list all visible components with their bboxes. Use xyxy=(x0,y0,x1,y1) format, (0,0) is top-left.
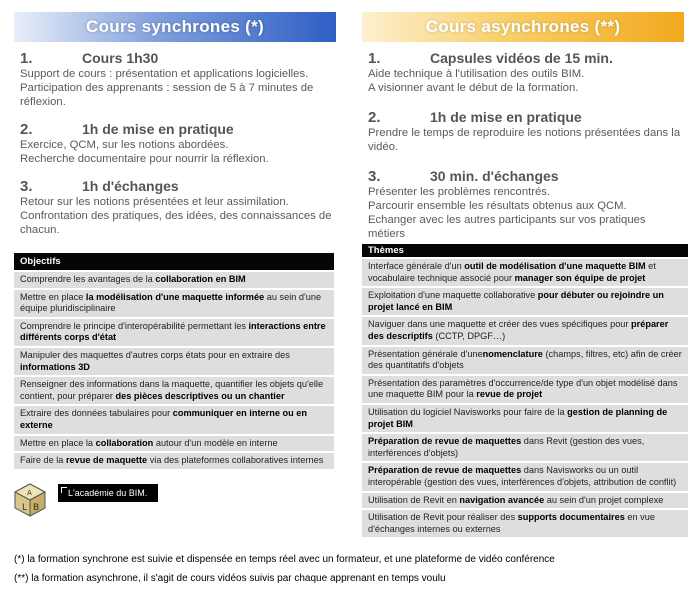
step-heading xyxy=(14,121,336,138)
step-heading xyxy=(362,109,684,126)
row-text: (champs, filtres, etc) afin de créer des quantitatifs d'objets xyxy=(368,348,682,371)
row-text: en vue d'échanges internes ou externes xyxy=(368,512,655,534)
objective-row xyxy=(14,377,334,404)
row-text-bold: pour débuter ou rejoindre un projet lancé en BIM xyxy=(368,290,664,312)
description-line: Confrontation des pratiques, des idées, des connaissances de xyxy=(20,210,332,222)
theme-row xyxy=(362,510,688,537)
step-title: 1h d'échanges xyxy=(82,178,179,194)
row-text: Exploitation d'une maquette collaborative xyxy=(368,290,538,301)
theme-row xyxy=(362,493,688,509)
asynchronous-column xyxy=(362,12,684,241)
step-heading xyxy=(362,168,684,185)
row-text: Comprendre les avantages de la xyxy=(20,274,156,284)
row-text: Utilisation du logiciel Navisworks pour faire de la xyxy=(368,406,568,417)
objective-row xyxy=(14,453,334,469)
svg-text:A: A xyxy=(27,489,32,497)
row-text-bold: revue de maquette xyxy=(65,455,148,466)
row-text: Utilisation de Revit pour réaliser des xyxy=(368,512,518,523)
objective-row xyxy=(14,436,334,452)
theme-row xyxy=(362,317,688,344)
footnote-sync: (*) la formation synchrone est suivie et dispensée en temps réel avec un formateur, et une plateforme de vidéo conférence xyxy=(14,554,555,565)
step-description xyxy=(362,185,684,241)
corner-bracket-icon xyxy=(61,487,67,493)
step xyxy=(362,109,684,154)
theme-row xyxy=(362,288,688,315)
brand-name: L'académie du BIM. xyxy=(68,488,148,498)
row-text: Présentation générale d'une xyxy=(368,348,483,359)
step-description xyxy=(362,126,684,154)
description-line: Support de cours : présentation et applications logicielles. xyxy=(20,68,309,80)
step-description xyxy=(362,67,684,95)
row-text: Mettre en place xyxy=(20,291,86,302)
row-text-bold: collaboration en BIM xyxy=(155,274,246,284)
row-text-bold: la modélisation d'une maquette informée xyxy=(85,291,265,302)
academie-brand-badge xyxy=(58,484,158,502)
themes-table xyxy=(362,244,688,537)
step xyxy=(14,121,336,166)
objective-row xyxy=(14,272,334,288)
description-line: métiers xyxy=(368,228,406,240)
sync-steps xyxy=(14,50,336,237)
row-text-bold: collaboration xyxy=(95,437,154,448)
theme-row xyxy=(362,347,688,374)
step-description xyxy=(14,138,336,166)
row-text-bold: nomenclature xyxy=(482,348,543,359)
themes-header: Thèmes xyxy=(362,244,688,257)
step-title: Capsules vidéos de 15 min. xyxy=(430,50,613,66)
step-title: 30 min. d'échanges xyxy=(430,168,559,184)
theme-row xyxy=(362,434,688,461)
row-text-bold: outil de modélisation d'une maquette BIM xyxy=(464,261,646,271)
step-number: 2. xyxy=(368,109,381,126)
step xyxy=(14,178,336,237)
row-text: Interface générale d'un xyxy=(368,261,465,271)
objective-row xyxy=(14,348,334,375)
row-text-bold: communiquer en interne ou en externe xyxy=(20,408,307,430)
description-line: réflexion. xyxy=(20,96,66,108)
step-number: 3. xyxy=(368,168,381,185)
row-text-bold: supports documentaires xyxy=(517,512,625,523)
row-text: au sein d'une équipe pluridisciplinaire xyxy=(20,291,322,314)
description-line: Retour sur les notions présentées et leur assimilation. xyxy=(20,196,289,208)
row-text: Naviguer dans une maquette et créer des vues spécifiques pour xyxy=(368,319,632,330)
objective-row xyxy=(14,319,334,346)
row-text: autour d'un modèle en interne xyxy=(153,437,278,448)
description-line: Echanger avec les autres participants sur vos pratiques xyxy=(368,214,646,226)
step-number: 1. xyxy=(368,50,381,67)
synchronous-column xyxy=(14,12,336,237)
row-text-bold: Préparation de revue de maquettes xyxy=(368,436,522,447)
step-title: 1h de mise en pratique xyxy=(430,109,582,125)
step xyxy=(14,50,336,109)
step-title: 1h de mise en pratique xyxy=(82,121,234,137)
step-heading xyxy=(14,50,336,67)
step-heading xyxy=(14,178,336,195)
row-text-bold: revue de projet xyxy=(476,389,543,400)
description-line: Participation des apprenants : session de 5 à 7 minutes de xyxy=(20,82,314,94)
row-text: Utilisation de Revit en xyxy=(368,494,460,505)
step-number: 3. xyxy=(20,178,33,195)
theme-row xyxy=(362,259,688,286)
row-text: Manipuler des maquettes d'autres corps états pour en extraire des xyxy=(20,349,290,360)
description-line: Exercice, QCM, sur les notions abordées. xyxy=(20,139,229,151)
description-line: Parcourir ensemble les résultats obtenus aux QCM. xyxy=(368,200,627,212)
step-title: Cours 1h30 xyxy=(82,50,159,66)
row-text: via des plateformes collaboratives internes xyxy=(147,455,324,466)
row-text: et vocabulaire technique associé pour xyxy=(368,261,656,283)
description-line: Aide technique à l'utilisation des outils BIM. xyxy=(368,68,585,80)
row-text-bold: des pièces descriptives ou un chantier xyxy=(115,390,285,401)
sync-banner-title: Cours synchrones (*) xyxy=(14,12,336,42)
footnote-async: (**) la formation asynchrone, il s'agit de cours vidéos suivis par chaque apprenant en temps voulu xyxy=(14,573,446,584)
row-text: (CCTP, DPGF…) xyxy=(432,330,506,341)
objectives-table xyxy=(14,253,334,469)
objectives-header: Objectifs xyxy=(14,253,334,270)
description-line: Recherche documentaire pour nourrir la réflexion. xyxy=(20,153,269,165)
row-text: Extraire des données tabulaires pour xyxy=(20,408,173,419)
description-line: Prendre le temps de reproduire les notions présentées dans la xyxy=(368,127,681,139)
description-line: vidéo. xyxy=(368,141,399,153)
step xyxy=(362,50,684,95)
row-text: Faire de la xyxy=(20,455,66,466)
row-text: Comprendre le principe d'interopérabilité permettant les xyxy=(20,320,249,331)
step-description xyxy=(14,67,336,109)
row-text-bold: informations 3D xyxy=(20,361,90,372)
async-banner-title: Cours asynchrones (**) xyxy=(362,12,684,42)
row-text: dans Revit (gestion des vues, interférences d'objets) xyxy=(368,436,645,458)
description-line: chacun. xyxy=(20,224,60,236)
row-text: au sein d'un projet complexe xyxy=(544,494,664,505)
row-text: dans Navisworks ou un outil interopérable (gestion des vues, interférences d'objets, attribution de conflit) xyxy=(368,465,677,487)
objective-row xyxy=(14,290,334,317)
description-line: Présenter les problèmes rencontrés. xyxy=(368,186,551,198)
step-number: 1. xyxy=(20,50,33,67)
bim-cube-logo-icon xyxy=(14,483,46,517)
row-text: Mettre en place la xyxy=(20,437,96,448)
row-text: Présentation des paramètres d'occurrence/de type d'un objet modélisé dans une maquette BIM pour la xyxy=(368,377,678,400)
row-text: Renseigner des informations dans la maquette, quantifier les objets qu'elle contient, pour préparer xyxy=(20,379,324,401)
theme-row xyxy=(362,463,688,490)
svg-text:B: B xyxy=(33,503,40,513)
row-text-bold: manager son équipe de projet xyxy=(514,272,646,283)
row-text-bold: navigation avancée xyxy=(459,494,545,505)
step-number: 2. xyxy=(20,121,33,138)
theme-row xyxy=(362,405,688,432)
step-description xyxy=(14,195,336,237)
step-heading xyxy=(362,50,684,67)
row-text-bold: Préparation de revue de maquettes xyxy=(368,465,522,476)
description-line: A visionner avant le début de la formation. xyxy=(368,82,579,94)
row-text-bold: préparer des descriptifs xyxy=(368,319,669,341)
row-text-bold: gestion de planning de projet BIM xyxy=(368,406,668,429)
svg-text:L: L xyxy=(22,503,28,513)
row-text-bold: interactions entre différents corps d'état xyxy=(20,320,326,343)
objective-row xyxy=(14,406,334,433)
async-steps xyxy=(362,50,684,241)
theme-row xyxy=(362,376,688,403)
step xyxy=(362,168,684,241)
